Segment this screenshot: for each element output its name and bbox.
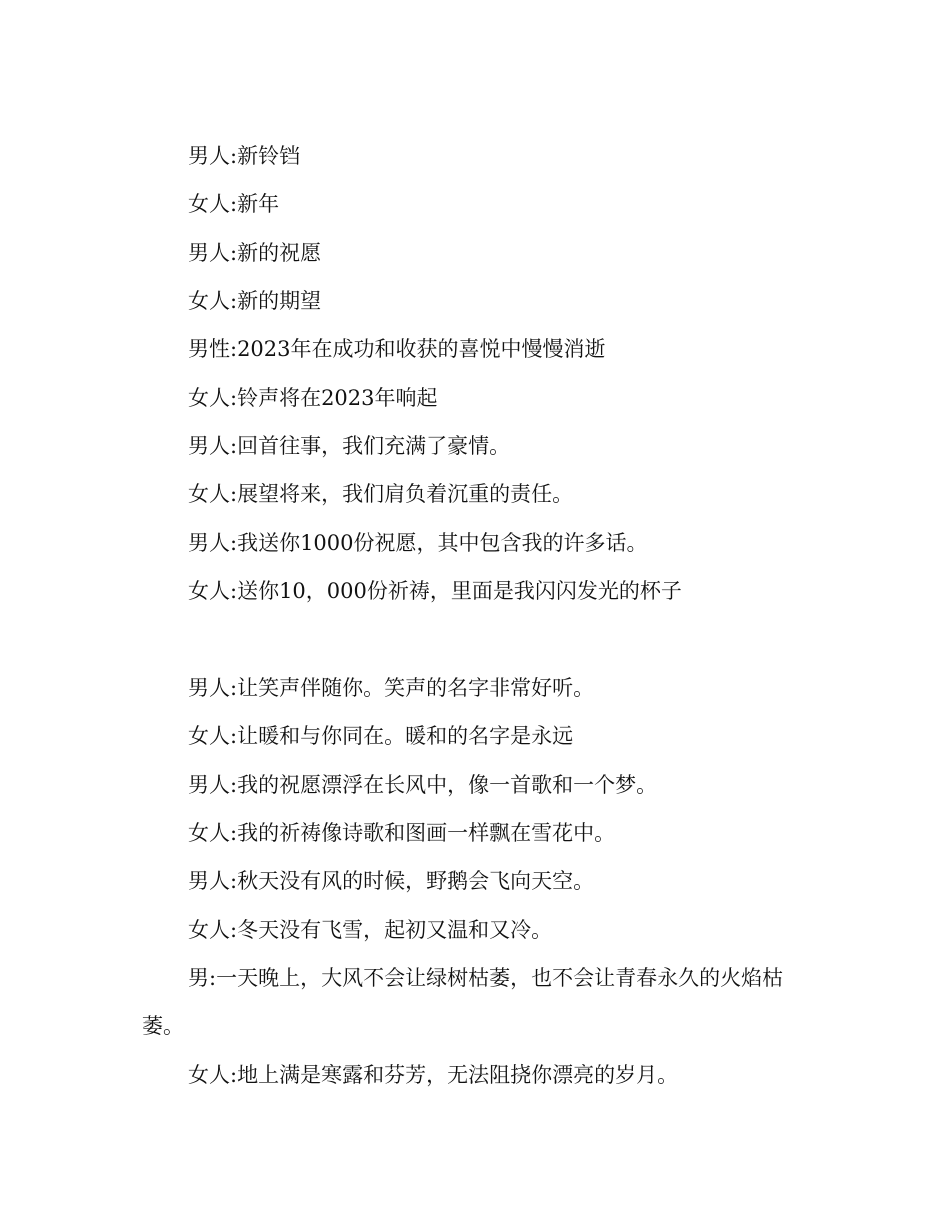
dialogue-line: 男人:回首往事，我们充满了豪情。	[188, 434, 511, 458]
dialogue-line: 女人:地上满是寒露和芬芳，无法阻挠你漂亮的岁月。	[188, 1063, 679, 1087]
dialogue-line: 男人:让笑声伴随你。笑声的名字非常好听。	[188, 676, 595, 700]
dialogue-line: 男人:我送你1000份祝愿，其中包含我的许多话。	[188, 531, 648, 555]
dialogue-line: 女人:新年	[188, 192, 280, 216]
dialogue-line: 女人:送你10，000份祈祷，里面是我闪闪发光的杯子	[188, 579, 682, 603]
dialogue-line: 女人:我的祈祷像诗歌和图画一样飘在雪花中。	[188, 821, 616, 845]
dialogue-line: 女人:铃声将在2023年响起	[188, 386, 438, 410]
dialogue-line: 女人:冬天没有飞雪，起初又温和又冷。	[188, 918, 553, 942]
dialogue-line: 男人:新铃铛	[188, 144, 301, 168]
dialogue-line: 男人:新的祝愿	[188, 241, 322, 265]
dialogue-line: 女人:展望将来，我们肩负着沉重的责任。	[188, 482, 574, 506]
dialogue-line: 男人:秋天没有风的时候，野鹅会飞向天空。	[188, 869, 595, 893]
dialogue-line: 男人:我的祝愿漂浮在长风中，像一首歌和一个梦。	[188, 773, 658, 797]
dialogue-line: 女人:新的期望	[188, 289, 322, 313]
dialogue-line: 男性:2023年在成功和收获的喜悦中慢慢消逝	[188, 337, 606, 361]
dialogue-paragraph: 男:一天晚上，大风不会让绿树枯萎，也不会让青春永久的火焰枯萎。	[142, 966, 784, 1038]
dialogue-line: 女人:让暖和与你同在。暖和的名字是永远	[188, 724, 574, 748]
